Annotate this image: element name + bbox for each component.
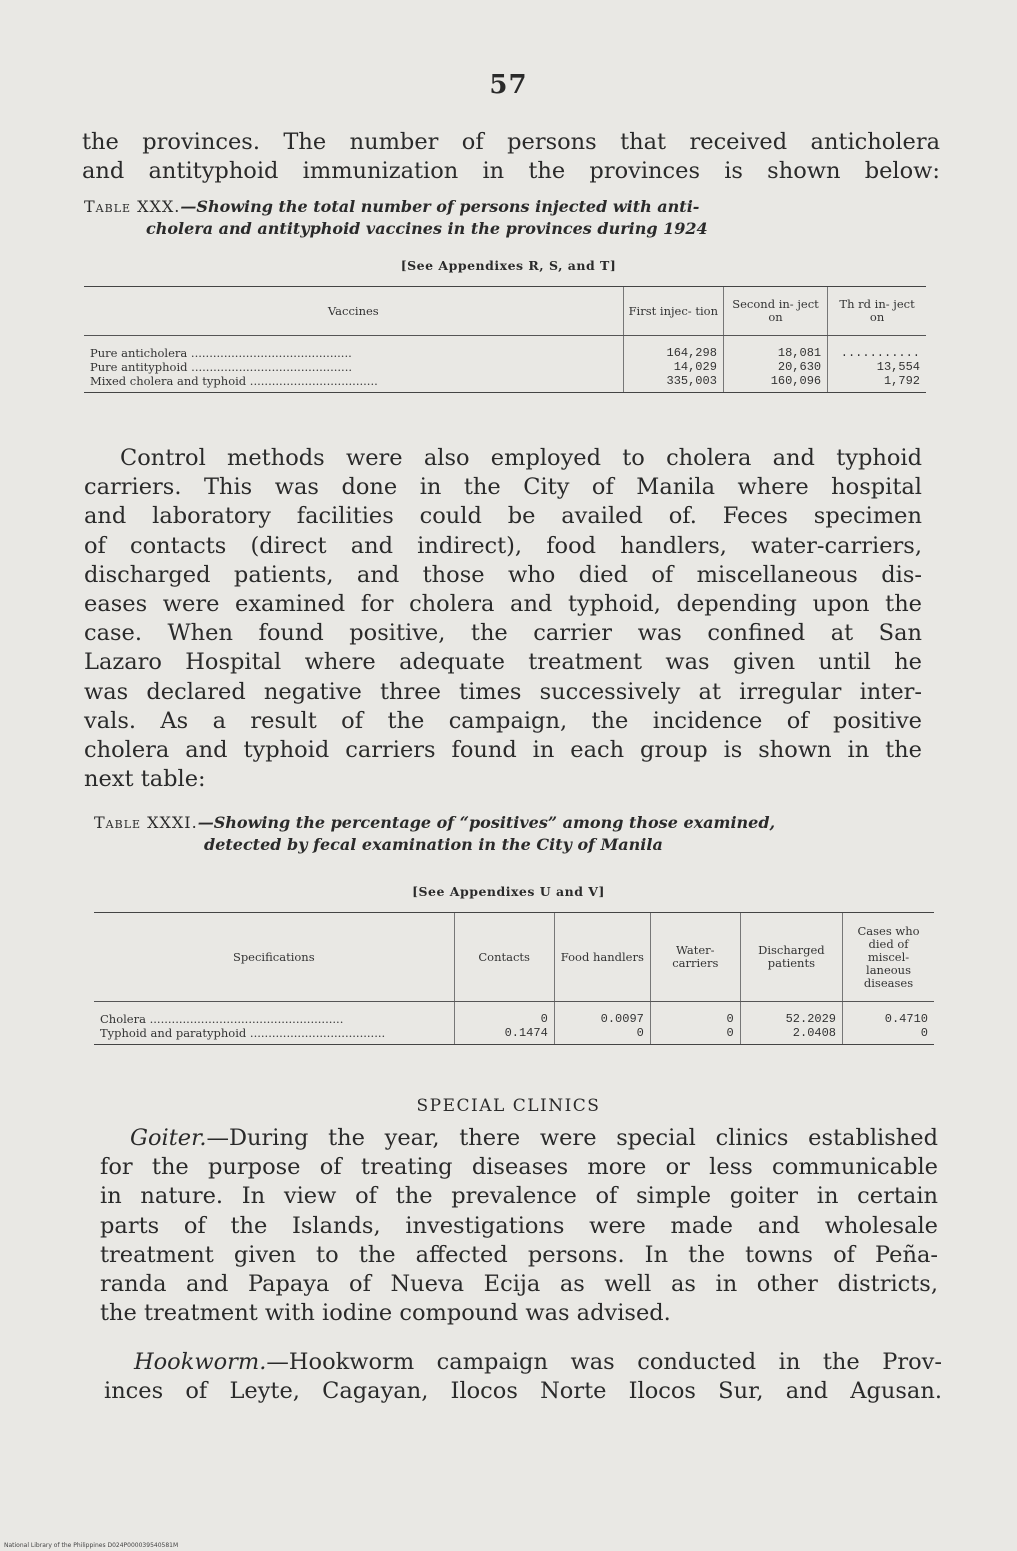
text-line: case. When found positive, the carrier was confined at San (84, 620, 922, 647)
table-cell: 164,298 (623, 336, 723, 361)
table30-label: Table XXX. (84, 197, 181, 216)
table30-header: First injec- tion (623, 287, 723, 336)
table-cell: 0 (650, 1026, 740, 1045)
page-number: 57 (489, 70, 528, 100)
text-line: Lazaro Hospital where adequate treatment was given until he (84, 649, 922, 676)
table-cell: 1,792 (828, 374, 926, 393)
text-line: and laboratory facilities could be availed of. Feces specimen (84, 503, 922, 530)
table30-note: [See Appendixes R, S, and T] (400, 258, 617, 273)
text-line: carriers. This was done in the City of Manila where hospital (84, 474, 922, 501)
row-label: Pure anticholera ............................................ (90, 346, 352, 360)
text-line: inces of Leyte, Cagayan, Ilocos Norte Ilocos Sur, and Agusan. (104, 1378, 942, 1405)
table-cell: 335,003 (623, 374, 723, 393)
text-line: and antityphoid immunization in the provinces is shown below: (82, 158, 940, 185)
table-row (84, 336, 926, 361)
table31-caption-line2: detected by fecal examination in the City of Manila (204, 835, 663, 854)
goiter-paragraph (100, 1124, 938, 1328)
table31-note: [See Appendixes U and V] (412, 884, 605, 899)
hookworm-line: —Hookworm campaign was conducted in the Prov- (266, 1349, 942, 1375)
table30-header: Second in- ject on (723, 287, 827, 336)
table30-caption (84, 196, 944, 240)
table-cell: 14,029 (623, 360, 723, 374)
text-line: was declared negative three times successively at irregular inter- (84, 678, 922, 705)
table30-header: Th rd in- ject on (828, 287, 926, 336)
table-cell: 2.0408 (740, 1026, 842, 1045)
table-cell: 52.2029 (740, 1002, 842, 1027)
text-line: eases were examined for cholera and typhoid, depending upon the (84, 591, 922, 618)
table31-caption-line1: —Showing the percentage of “positives” among those examined, (197, 813, 776, 832)
table-cell: 0 (454, 1002, 554, 1027)
text-line: discharged patients, and those who died of miscellaneous dis- (84, 561, 922, 588)
text-line: next table: (84, 766, 206, 793)
table-row (94, 1026, 934, 1045)
table30-caption-line2: cholera and antityphoid vaccines in the provinces during 1924 (146, 219, 708, 238)
text-line: randa and Papaya of Nueva Ecija as well as in other districts, (100, 1271, 938, 1298)
table31-header: Cases who died of miscel- laneous diseases (843, 913, 934, 1002)
table30 (84, 286, 926, 393)
text-line: parts of the Islands, investigations were made and wholesale (100, 1212, 938, 1239)
row-label: Cholera ..................................................... (100, 1012, 344, 1026)
intro-paragraph (82, 128, 940, 186)
table-cell: 20,630 (723, 360, 827, 374)
table-row (84, 360, 926, 374)
table-row (84, 374, 926, 393)
table-cell: 13,554 (828, 360, 926, 374)
table-cell: 0 (554, 1026, 650, 1045)
goiter-line: —During the year, there were special clinics established (206, 1125, 938, 1151)
table31 (94, 912, 934, 1045)
goiter-title: Goiter. (130, 1125, 207, 1151)
row-label: Mixed cholera and typhoid ................................... (84, 374, 623, 393)
text-line (100, 1124, 938, 1153)
text-line: for the purpose of treating diseases more or less communicable (100, 1154, 938, 1181)
section-heading: SPECIAL CLINICS (416, 1096, 601, 1116)
text-line: in nature. In view of the prevalence of simple goiter in certain (100, 1183, 938, 1210)
table-cell: 0.1474 (454, 1026, 554, 1045)
footer-watermark: National Library of the Philippines D024P000039540581M (4, 1542, 179, 1549)
text-line: of contacts (direct and indirect), food handlers, water-carriers, (84, 532, 922, 559)
table31-header: Specifications (94, 913, 454, 1002)
hookworm-paragraph (104, 1348, 942, 1406)
table30-caption-line1: —Showing the total number of persons injected with anti- (180, 197, 700, 216)
table30-header-row (84, 287, 926, 336)
text-line (104, 1348, 942, 1377)
table-cell: ........... (828, 336, 926, 361)
table31-header: Food handlers (554, 913, 650, 1002)
table31-header-row (94, 913, 934, 1002)
table30-header: Vaccines (84, 287, 623, 336)
table-cell: 160,096 (723, 374, 827, 393)
row-label: Typhoid and paratyphoid ..................................... (94, 1026, 454, 1045)
table31-label: Table XXXI. (94, 813, 198, 832)
table-cell: 18,081 (723, 336, 827, 361)
table31-header: Contacts (454, 913, 554, 1002)
table31-caption (94, 812, 934, 856)
text-line: Control methods were also employed to cholera and typhoid (120, 445, 922, 471)
text-line: the provinces. The number of persons that received anticholera (82, 129, 940, 155)
table-cell: 0.0097 (554, 1002, 650, 1027)
text-line: the treatment with iodine compound was advised. (100, 1300, 671, 1327)
table-cell: 0 (650, 1002, 740, 1027)
control-methods-paragraph (84, 444, 922, 794)
table31-header: Discharged patients (740, 913, 842, 1002)
row-label: Pure antityphoid ............................................ (90, 360, 353, 374)
table-row (94, 1002, 934, 1027)
hookworm-title: Hookworm. (134, 1349, 267, 1375)
text-line: treatment given to the affected persons. In the towns of Peña- (100, 1241, 938, 1268)
table-cell: 0 (843, 1026, 934, 1045)
table-cell: 0.4710 (843, 1002, 934, 1027)
text-line: vals. As a result of the campaign, the incidence of positive (84, 707, 922, 734)
table31-header: Water- carriers (650, 913, 740, 1002)
text-line: cholera and typhoid carriers found in each group is shown in the (84, 737, 922, 764)
